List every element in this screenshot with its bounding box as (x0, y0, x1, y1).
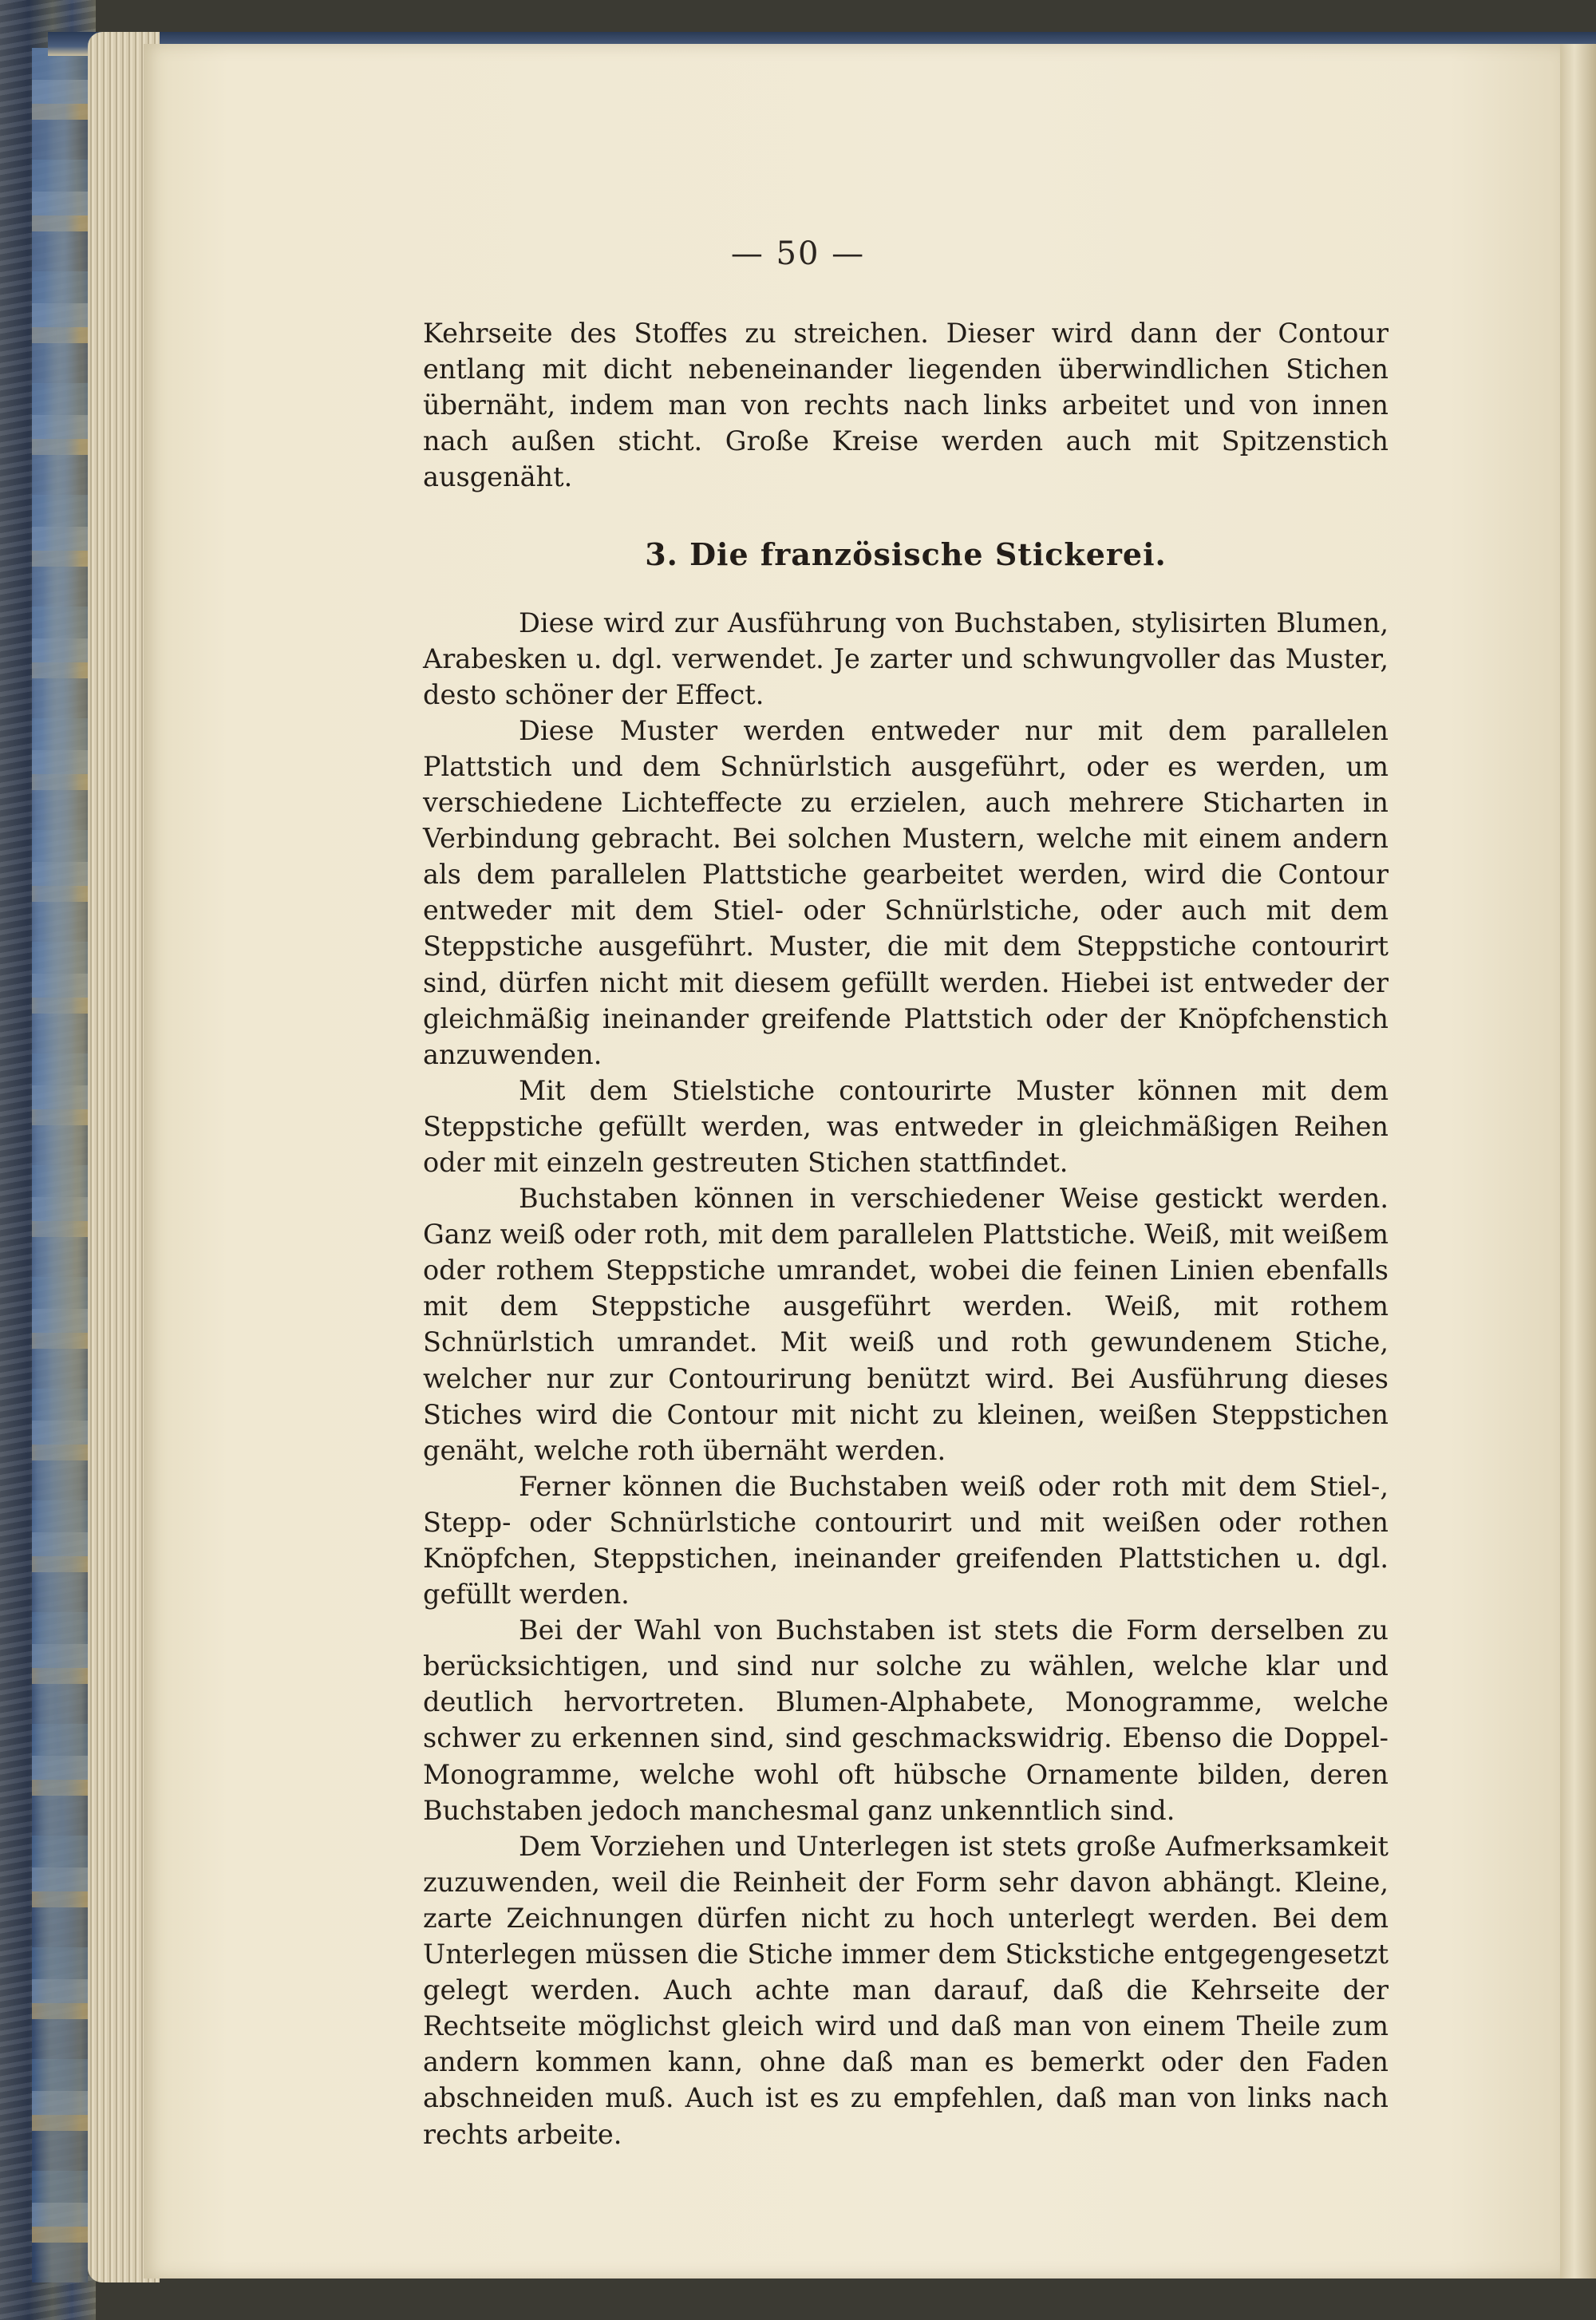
facing-page-edge (1560, 44, 1596, 2279)
paragraph: Diese wird zur Ausführung von Buchstaben, stylisirten Blumen, Arabesken u. dgl. verwendet. Je zarter und schwungvoller das Muster, desto schöner der Effect. (423, 607, 1389, 710)
paragraph: Ferner können die Buchstaben weiß oder roth mit dem Stiel-, Stepp- oder Schnürlstiche contourirt und mit weißen oder rothen Knöpfchen, Steppstichen, ineinander greifenden Plattstichen u. dgl. gefüllt werden. (423, 1470, 1389, 1611)
book-cover (0, 0, 96, 2320)
paragraph: Dem Vorziehen und Unterlegen ist stets große Aufmerksamkeit zuzuwenden, weil die Reinheit der Form sehr davon abhängt. Kleine, zarte Zeichnungen dürfen nicht zu hoch unterlegt werden. Bei dem Unterlegen müssen die Stiche immer dem Stickstiche entgegengesetzt gelegt werden. Auch achte man darauf, daß die Kehrseite der Rechtseite möglichst gleich wird und daß man von einem Theile zum andern kommen kann, ohne daß man es bemerkt oder den Faden abschneiden muß. Auch ist es zu empfehlen, daß man von links nach rechts arbeite. (423, 1830, 1389, 2150)
paragraph: Buchstaben können in verschiedener Weise gestickt werden. Ganz weiß oder roth, mit dem parallelen Plattstiche. Weiß, mit weißem oder rothem Steppstiche umrandet, wobei die feinen Linien ebenfalls mit dem Steppstiche ausgeführt werden. Weiß, mit rothem Schnürlstich umrandet. Mit weiß und roth gewundenem Stiche, welcher nur zur Contourirung benützt wird. Bei Ausführung dieses Stiches wird die Contour mit nicht zu kleinen, weißen Steppstichen genäht, welche roth übernäht werden. (423, 1183, 1389, 1466)
paragraph: Kehrseite des Stoffes zu streichen. Dieser wird dann der Contour entlang mit dicht nebeneinander liegenden überwindlichen Stichen übernäht, indem man von rechts nach links arbeitet und von innen nach außen sticht. Große Kreise werden auch mit Spitzenstich ausgenäht. (423, 318, 1389, 493)
page-body (423, 315, 1389, 2152)
marbled-cover-pattern (32, 48, 88, 2282)
paragraph: Mit dem Stielstiche contourirte Muster können mit dem Steppstiche gefüllt werden, was entweder in gleichmäßigen Reihen oder mit einzeln gestreuten Stichen stattfindet. (423, 1074, 1389, 1178)
section-heading: 3. Die französische Stickerei. (645, 536, 1167, 573)
paragraph: Diese Muster werden entweder nur mit dem parallelen Plattstich und dem Schnürlstich ausgeführt, oder es werden, um verschiedene Lichteffecte zu erzielen, auch mehrere Sticharten in Verbindung gebracht. Bei solchen Mustern, welche mit einem andern als dem parallelen Plattstiche gearbeitet werden, wird die Contour entweder mit dem Stiel- oder Schnürlstiche, oder auch mit dem Steppstiche ausgeführt. Muster, die mit dem Steppstiche contourirt sind, dürfen nicht mit diesem gefüllt werden. Hiebei ist entweder der gleichmäßig ineinander greifende Plattstich oder der Knöpfchenstich anzuwenden. (423, 714, 1389, 1070)
page-number: — 50 — (730, 235, 866, 272)
paragraph: Bei der Wahl von Buchstaben ist stets die Form derselben zu berücksichtigen, und sind nur solche zu wählen, welche klar und deutlich hervortreten. Blumen-Alphabete, Monogramme, welche schwer zu erkennen sind, sind geschmackswidrig. Ebenso die Doppel-Monogramme, welche wohl oft hübsche Ornamente bilden, deren Buchstaben jedoch manchesmal ganz unkenntlich sind. (423, 1615, 1389, 1826)
